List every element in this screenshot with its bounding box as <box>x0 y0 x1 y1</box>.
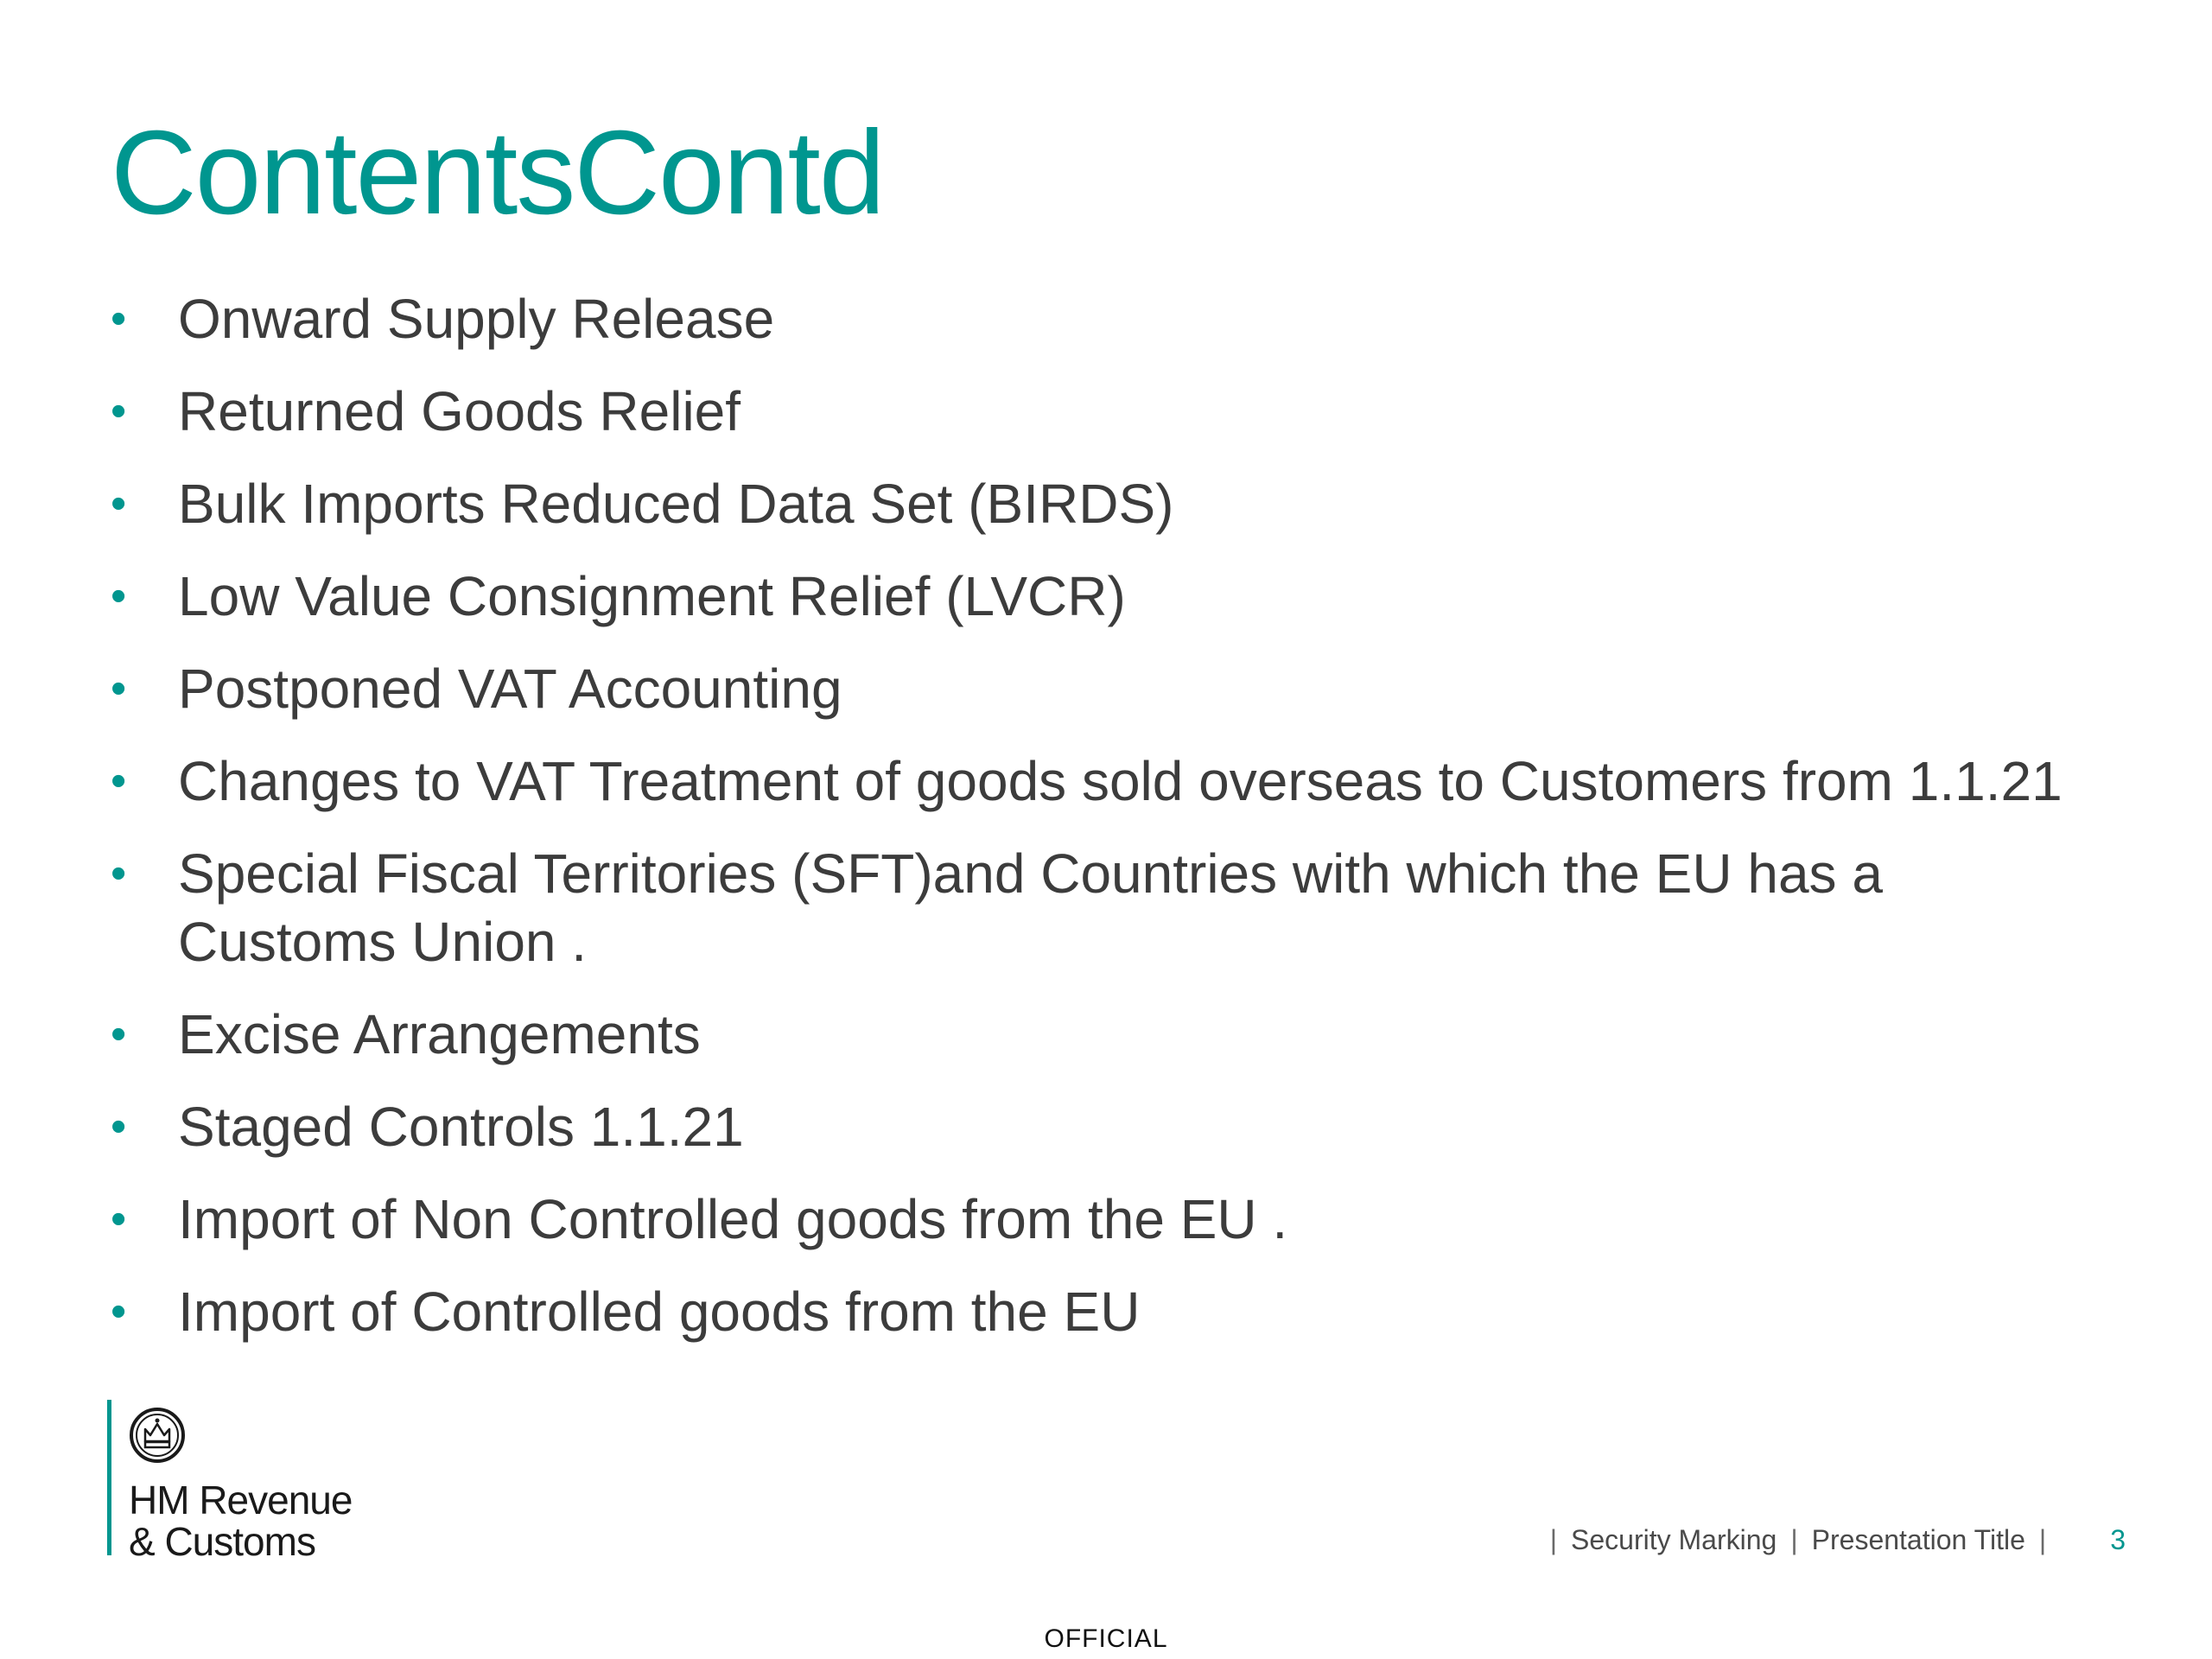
list-item-text: Excise Arrangements <box>178 1003 701 1065</box>
list-item-text: Bulk Imports Reduced Data Set (BIRDS) <box>178 473 1174 535</box>
bullet-icon: • <box>111 1009 127 1059</box>
crown-crest-icon <box>129 1407 186 1464</box>
bullet-icon: • <box>111 664 127 714</box>
bullet-icon: • <box>111 1287 127 1337</box>
page-number: 3 <box>2110 1524 2126 1555</box>
list-item <box>111 655 2115 723</box>
list-item <box>111 1001 2115 1069</box>
hmrc-logo <box>107 1400 353 1564</box>
logo-text-line2: & Customs <box>129 1519 315 1564</box>
list-item <box>111 378 2115 446</box>
bullet-icon: • <box>111 1102 127 1152</box>
list-item-text: Staged Controls 1.1.21 <box>178 1096 744 1158</box>
presentation-title: Presentation Title <box>1811 1524 2025 1555</box>
list-item-text: Import of Controlled goods from the EU <box>178 1281 1141 1343</box>
list-item <box>111 840 2115 976</box>
bullet-icon: • <box>111 1194 127 1244</box>
list-item-text: Onward Supply Release <box>178 288 775 350</box>
slide-footer <box>1536 1522 2126 1557</box>
footer-separator: | <box>1790 1524 1798 1555</box>
logo-text-line1: HM Revenue <box>129 1478 353 1522</box>
bullet-icon: • <box>111 386 127 436</box>
list-item <box>111 470 2115 538</box>
list-item <box>111 1278 2115 1346</box>
bullet-icon: • <box>111 294 127 344</box>
bullet-icon: • <box>111 756 127 806</box>
list-item <box>111 285 2115 353</box>
list-item-text: Postponed VAT Accounting <box>178 658 842 720</box>
list-item <box>111 563 2115 631</box>
list-item <box>111 1093 2115 1161</box>
list-item <box>111 747 2115 816</box>
list-item-text: Special Fiscal Territories (SFT)and Countries with which the EU has a Customs Union . <box>178 842 1883 973</box>
footer-separator: | <box>2038 1524 2047 1555</box>
slide-title: ContentsContd <box>111 106 884 239</box>
list-item-text: Changes to VAT Treatment of goods sold overseas to Customers from 1.1.21 <box>178 750 2063 812</box>
security-marking: Security Marking <box>1571 1524 1777 1555</box>
bullet-icon: • <box>111 849 127 899</box>
footer-separator: | <box>1549 1524 1558 1555</box>
list-item-text: Low Value Consignment Relief (LVCR) <box>178 565 1126 627</box>
list-item-text: Returned Goods Relief <box>178 380 741 442</box>
list-item-text: Import of Non Controlled goods from the EU . <box>178 1188 1288 1250</box>
bullet-icon: • <box>111 571 127 621</box>
contents-list <box>111 285 2115 1370</box>
bullet-icon: • <box>111 479 127 529</box>
classification-label: OFFICIAL <box>1044 1624 1168 1653</box>
list-item <box>111 1185 2115 1254</box>
